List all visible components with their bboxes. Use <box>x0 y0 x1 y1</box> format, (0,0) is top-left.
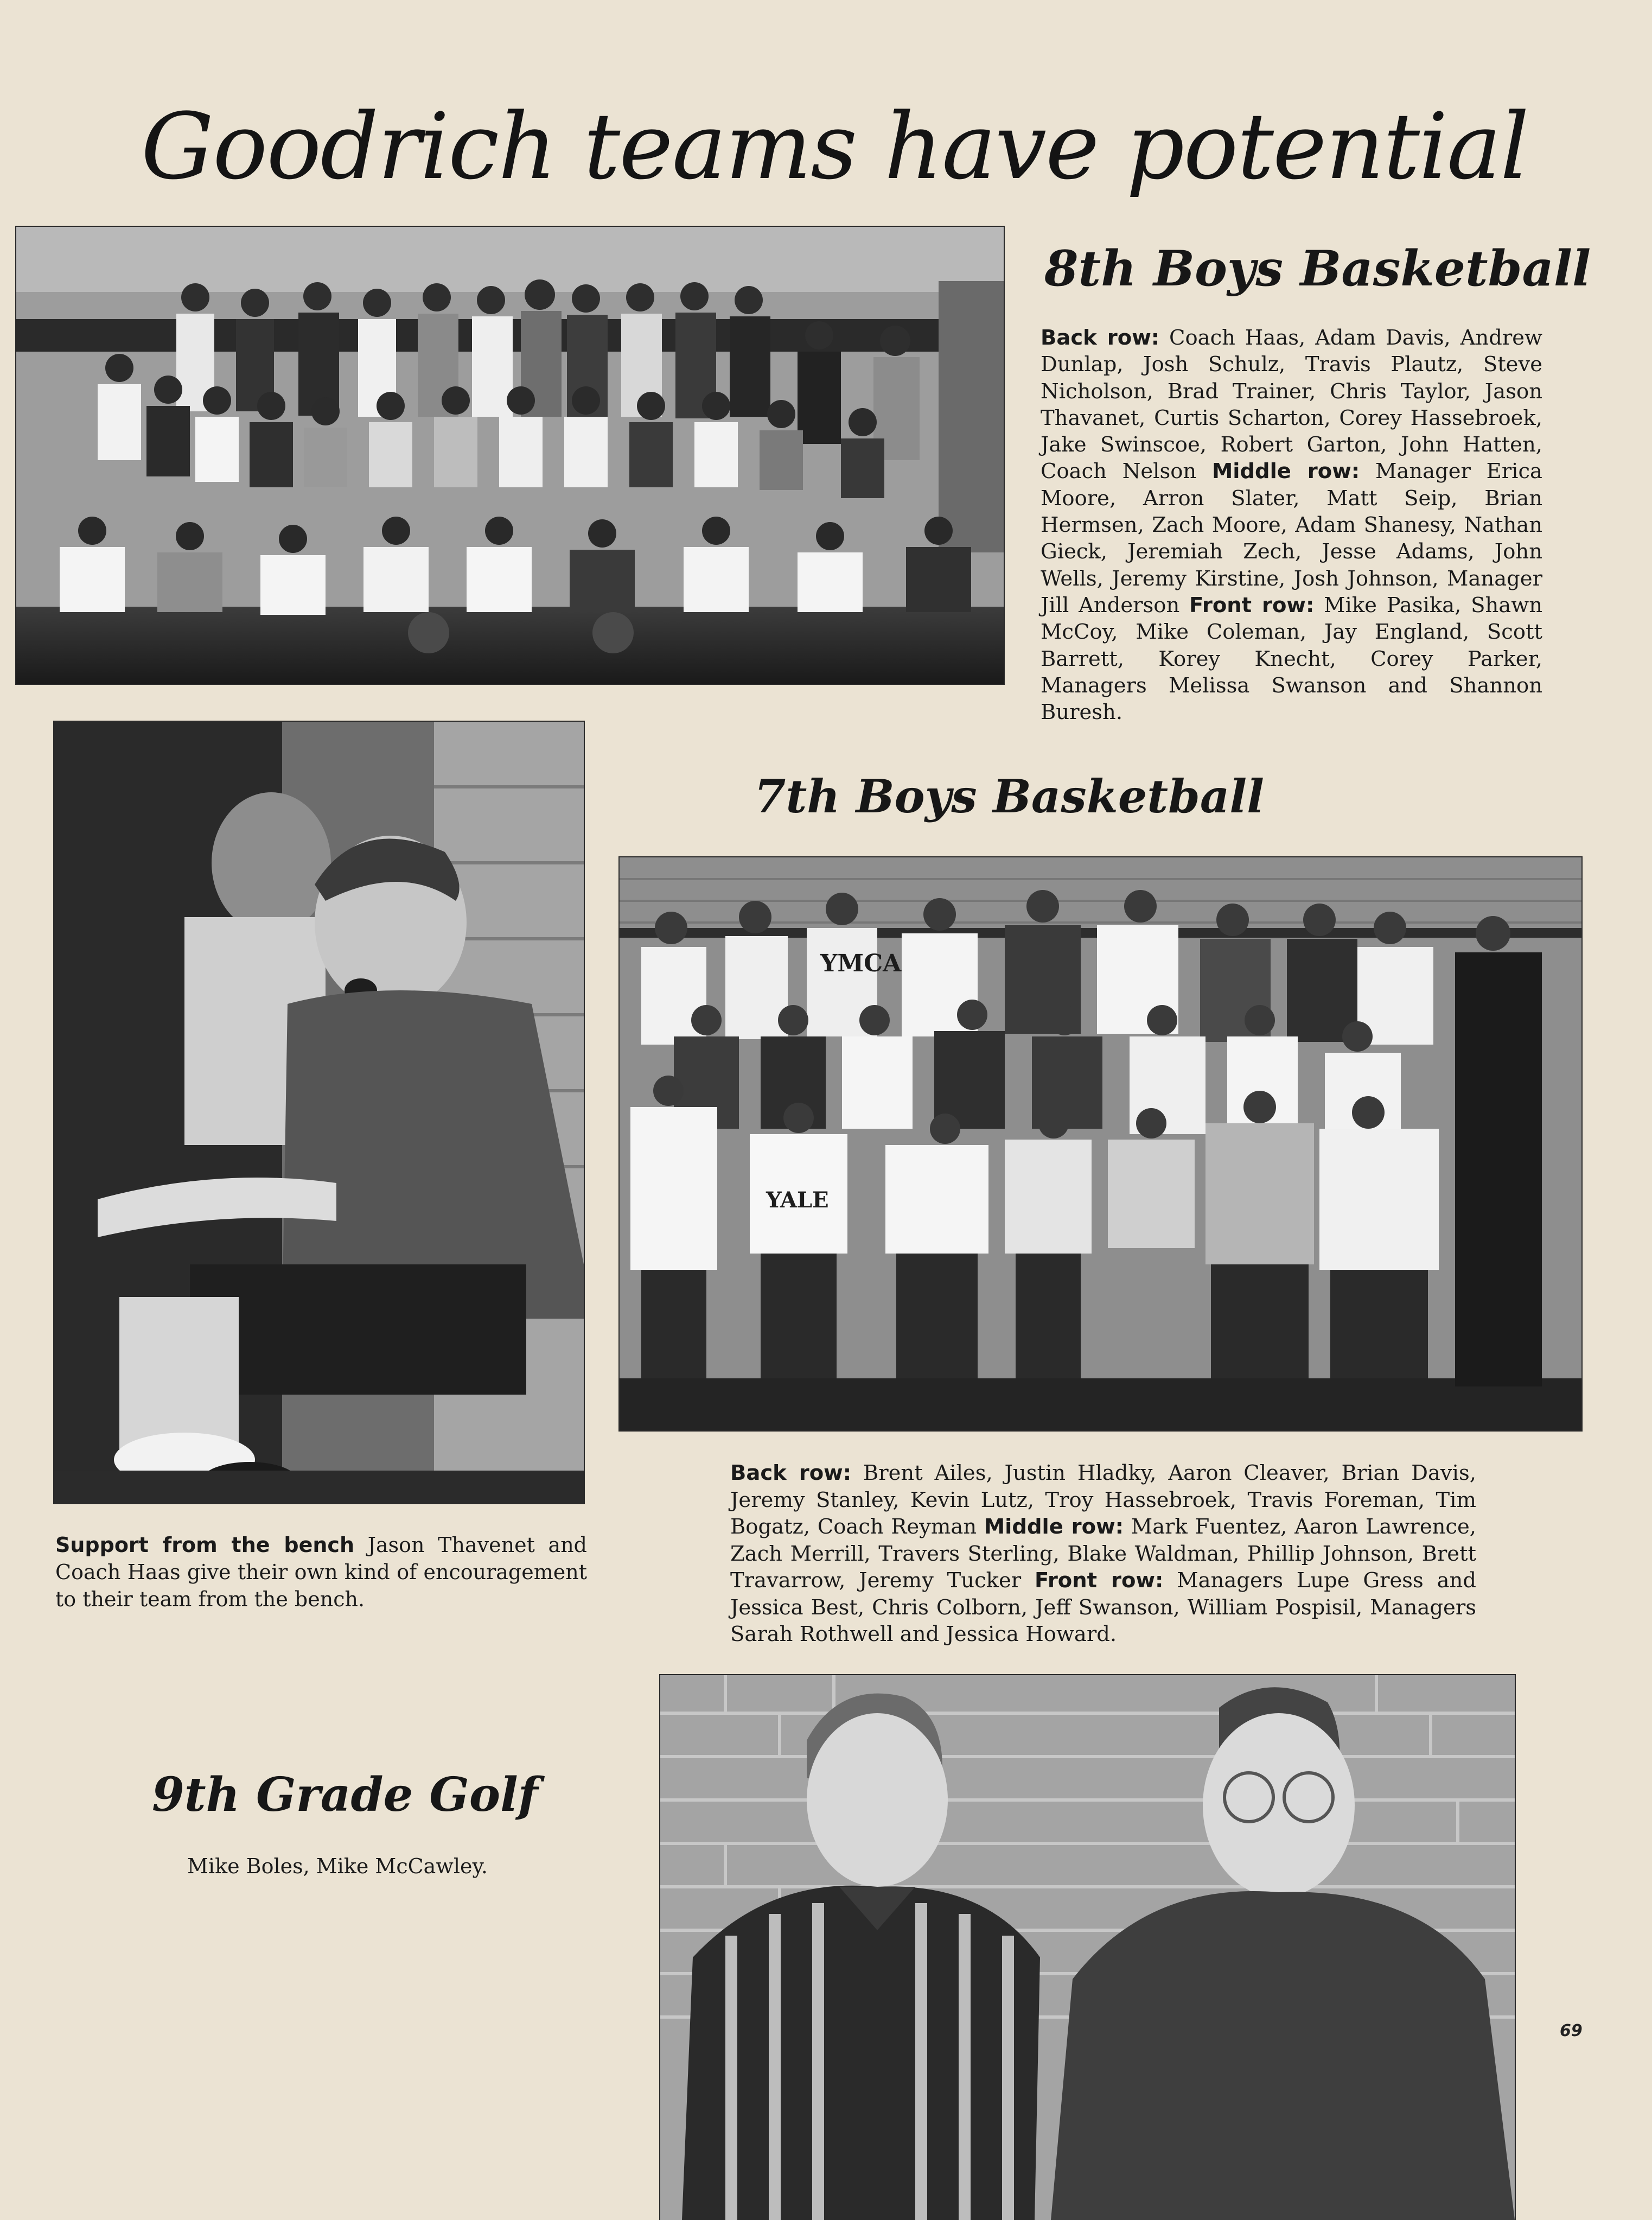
caption7-names-front-row: Managers Lupe Gress and Jessica Best, Chris Colborn, Jeff Swanson, William Pospisil, Managers Sarah Rothwell and Jessica Howard. <box>730 1568 1476 1646</box>
caption-names-back-row: Coach Haas, Adam Davis, Andrew Dunlap, Josh Schulz, Travis Plautz, Steve Nicholson, Brad Trainer, Chris Taylor, Jason Thavanet, Curtis Scharton, Corey Hassebroek, Jake Swinscoe, Robert Garton, John Hatten, Coach Nelson <box>1041 326 1542 484</box>
caption7-names-back-row: Brent Ailes, Justin Hladky, Aaron Cleaver, Brian Davis, Jeremy Stanley, Kevin Lutz, Troy Hassebroek, Travis Foreman, Tim Bogatz, Coach Reyman <box>730 1461 1476 1539</box>
caption-bench-label: Support from the bench <box>55 1533 354 1557</box>
page-title: Goodrich teams have potential <box>141 93 1528 200</box>
caption-label-front-row: Front row: <box>1189 593 1315 618</box>
caption-support-from-bench <box>55 1531 587 1613</box>
caption7-names-middle-row: Mark Fuentez, Aaron Lawrence, Zach Merrill, Travers Sterling, Blake Waldman, Phillip Johnson, Brett Travarrow, Jeremy Tucker <box>730 1515 1476 1593</box>
caption-names-front-row: Mike Pasika, Shawn McCoy, Mike Coleman, Jay England, Scott Barrett, Korey Knecht, Corey Parker, Managers Melissa Swanson and Shannon Buresh. <box>1041 593 1543 725</box>
photo-7th-boys-basketball <box>618 856 1583 1432</box>
caption-bench-text: Jason Thavenet and Coach Haas give their own kind of encouragement to their team from the bench. <box>55 1533 587 1611</box>
section-title-7th-boys-basketball: 7th Boys Basketball <box>754 769 1265 823</box>
caption-names-middle-row: Manager Erica Moore, Arron Slater, Matt Seip, Brian Hermsen, Zach Moore, Adam Shanesy, Nathan Gieck, Jeremiah Zech, Jesse Adams, John Wells, Jeremy Kirstine, Josh Johnson, Manager Jill Anderson <box>1041 459 1542 618</box>
shirt-text-ymca: YMCA <box>820 950 902 977</box>
caption7-label-back-row: Back row: <box>730 1461 852 1485</box>
caption-9th-grade-golf: Mike Boles, Mike McCawley. <box>187 1854 488 1878</box>
section-title-8th-boys-basketball: 8th Boys Basketball <box>1044 240 1591 297</box>
caption-8th-boys-basketball <box>1041 325 1542 726</box>
section-title-9th-grade-golf: 9th Grade Golf <box>152 1767 538 1822</box>
caption-label-back-row: Back row: <box>1041 326 1160 350</box>
caption7-label-front-row: Front row: <box>1034 1568 1164 1593</box>
caption-label-middle-row: Middle row: <box>1211 459 1360 484</box>
page-number: 69 <box>1560 2021 1583 2040</box>
photo-support-from-bench <box>53 721 585 1504</box>
caption7-label-middle-row: Middle row: <box>984 1515 1124 1539</box>
photo-9th-grade-golf <box>659 1674 1516 2220</box>
caption-7th-boys-basketball <box>730 1460 1476 1648</box>
photo-8th-boys-basketball <box>15 226 1005 685</box>
shirt-text-yale: YALE <box>766 1187 829 1213</box>
